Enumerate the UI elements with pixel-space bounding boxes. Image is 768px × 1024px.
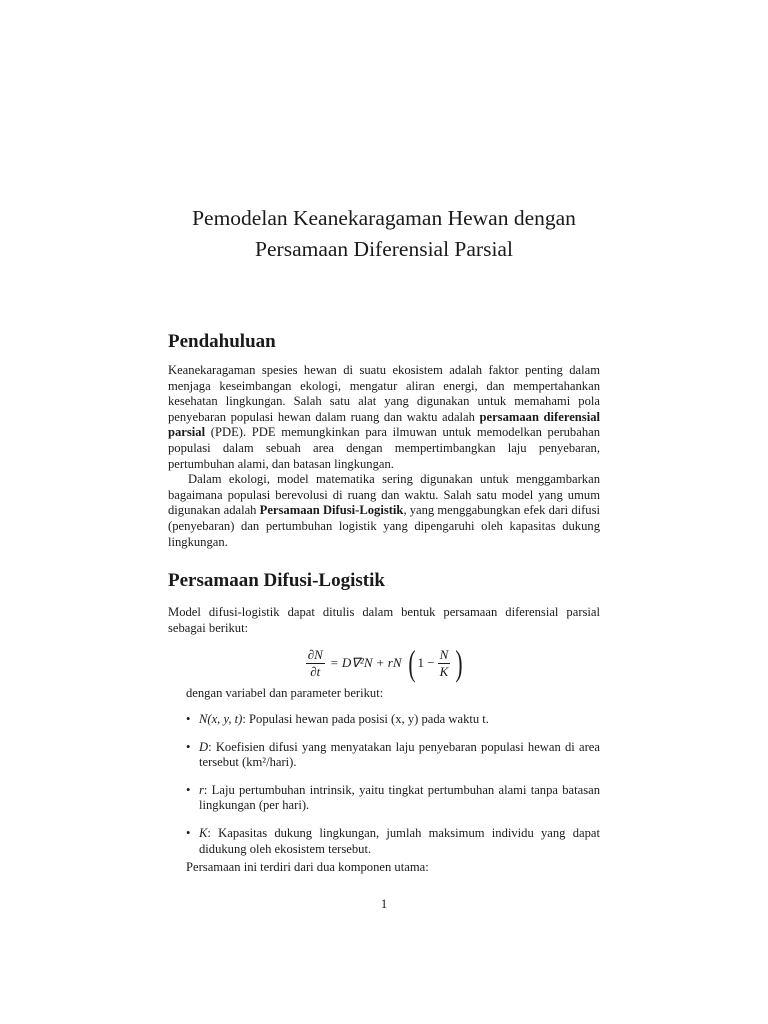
- section-heading-pendahuluan: Pendahuluan: [168, 331, 276, 352]
- para-2-text-a: Dalam ekologi, model matematika sering digunakan untuk menggambarkan bagaimana populasi berevolusi di ruang dan waktu. Salah satu model yang umum digunakan adalah: [168, 472, 600, 518]
- list-item: [186, 712, 600, 728]
- variables-intro-text: dengan variabel dan parameter berikut:: [186, 686, 384, 700]
- list-item: [186, 826, 600, 857]
- inner-one-minus: 1 −: [417, 655, 435, 670]
- left-paren: (: [407, 643, 416, 683]
- parameter-description: : Koefisien difusi yang menyatakan laju penyebaran populasi hewan di area tersebut (km²/hari).: [199, 739, 600, 770]
- parameter-list: [186, 712, 600, 869]
- parameter-description: : Kapasitas dukung lingkungan, jumlah maksimum individu yang dapat didukung oleh ekosistem tersebut.: [199, 825, 600, 856]
- title-line-1: Pemodelan Keanekaragaman Hewan dengan: [192, 206, 576, 230]
- bullet-icon: •: [186, 712, 191, 726]
- parameter-symbol: D: [199, 739, 209, 754]
- fraction-denominator: K: [439, 663, 449, 679]
- model-intro-text: Model difusi-logistik dapat ditulis dalam bentuk persamaan diferensial parsial sebagai berikut:: [168, 605, 600, 635]
- bullet-icon: •: [186, 782, 191, 797]
- page-number: 1: [380, 897, 388, 911]
- bullet-icon: •: [186, 739, 191, 754]
- para-2-bold-term: Persamaan Difusi-Logistik: [259, 503, 404, 518]
- parameter-symbol: K: [199, 825, 208, 840]
- para-1-bold-term: persamaan diferensial parsial: [168, 409, 600, 440]
- fraction-numerator: N: [439, 646, 449, 662]
- para-2-text-b: , yang menggabungkan efek dari difusi (penyebaran) dan pertumbuhan logistik yang dipengaruhi oleh kapasitas dukung lingkungan.: [168, 503, 601, 549]
- section-heading-difusi-logistik: Persamaan Difusi-Logistik: [168, 570, 385, 591]
- components-intro-text: Persamaan ini terdiri dari dua komponen utama:: [186, 860, 429, 874]
- title-line-2: Persamaan Diferensial Parsial: [255, 237, 513, 261]
- para-2: [168, 472, 600, 550]
- para-1-text-a: Keanekaragaman spesies hewan di suatu ekosistem adalah faktor penting dalam menjaga keseimbangan ekologi, mengatur aliran energi, dan mempertahankan kesehatan lingkungan. Salah satu alat yang digunakan untuk memahami pola penyebaran populasi hewan dalam ruang dan waktu adalah: [168, 363, 600, 424]
- intro-text: [168, 363, 600, 550]
- rhs-terms: = D∇²N + rN: [329, 655, 402, 670]
- page-title: [0, 203, 768, 265]
- parameter-description: : Laju pertumbuhan intrinsik, yaitu tingkat pertumbuhan alami tanpa batasan lingkungan (per hari).: [199, 782, 600, 813]
- parameter-description: : Populasi hewan pada posisi (x, y) pada waktu t.: [242, 712, 489, 726]
- lhs-numerator: ∂N: [307, 646, 323, 662]
- parameter-symbol: r: [199, 782, 204, 797]
- lhs-fraction: [306, 647, 325, 680]
- lhs-denominator: ∂t: [310, 663, 321, 679]
- n-over-k-fraction: [438, 647, 451, 680]
- parameter-symbol: N(x, y, t): [199, 712, 243, 726]
- list-item: [186, 740, 600, 771]
- right-paren: ): [455, 643, 463, 683]
- list-item: [186, 783, 600, 814]
- diffusion-logistic-equation: [0, 645, 768, 681]
- bullet-icon: •: [186, 825, 191, 840]
- para-1-text-b: (PDE). PDE memungkinkan para ilmuwan untuk memodelkan perubahan populasi dalam sebuah area dengan mempertimbangkan laju penyebaran, pertumbuhan alami, dan batasan lingkungan.: [168, 425, 600, 471]
